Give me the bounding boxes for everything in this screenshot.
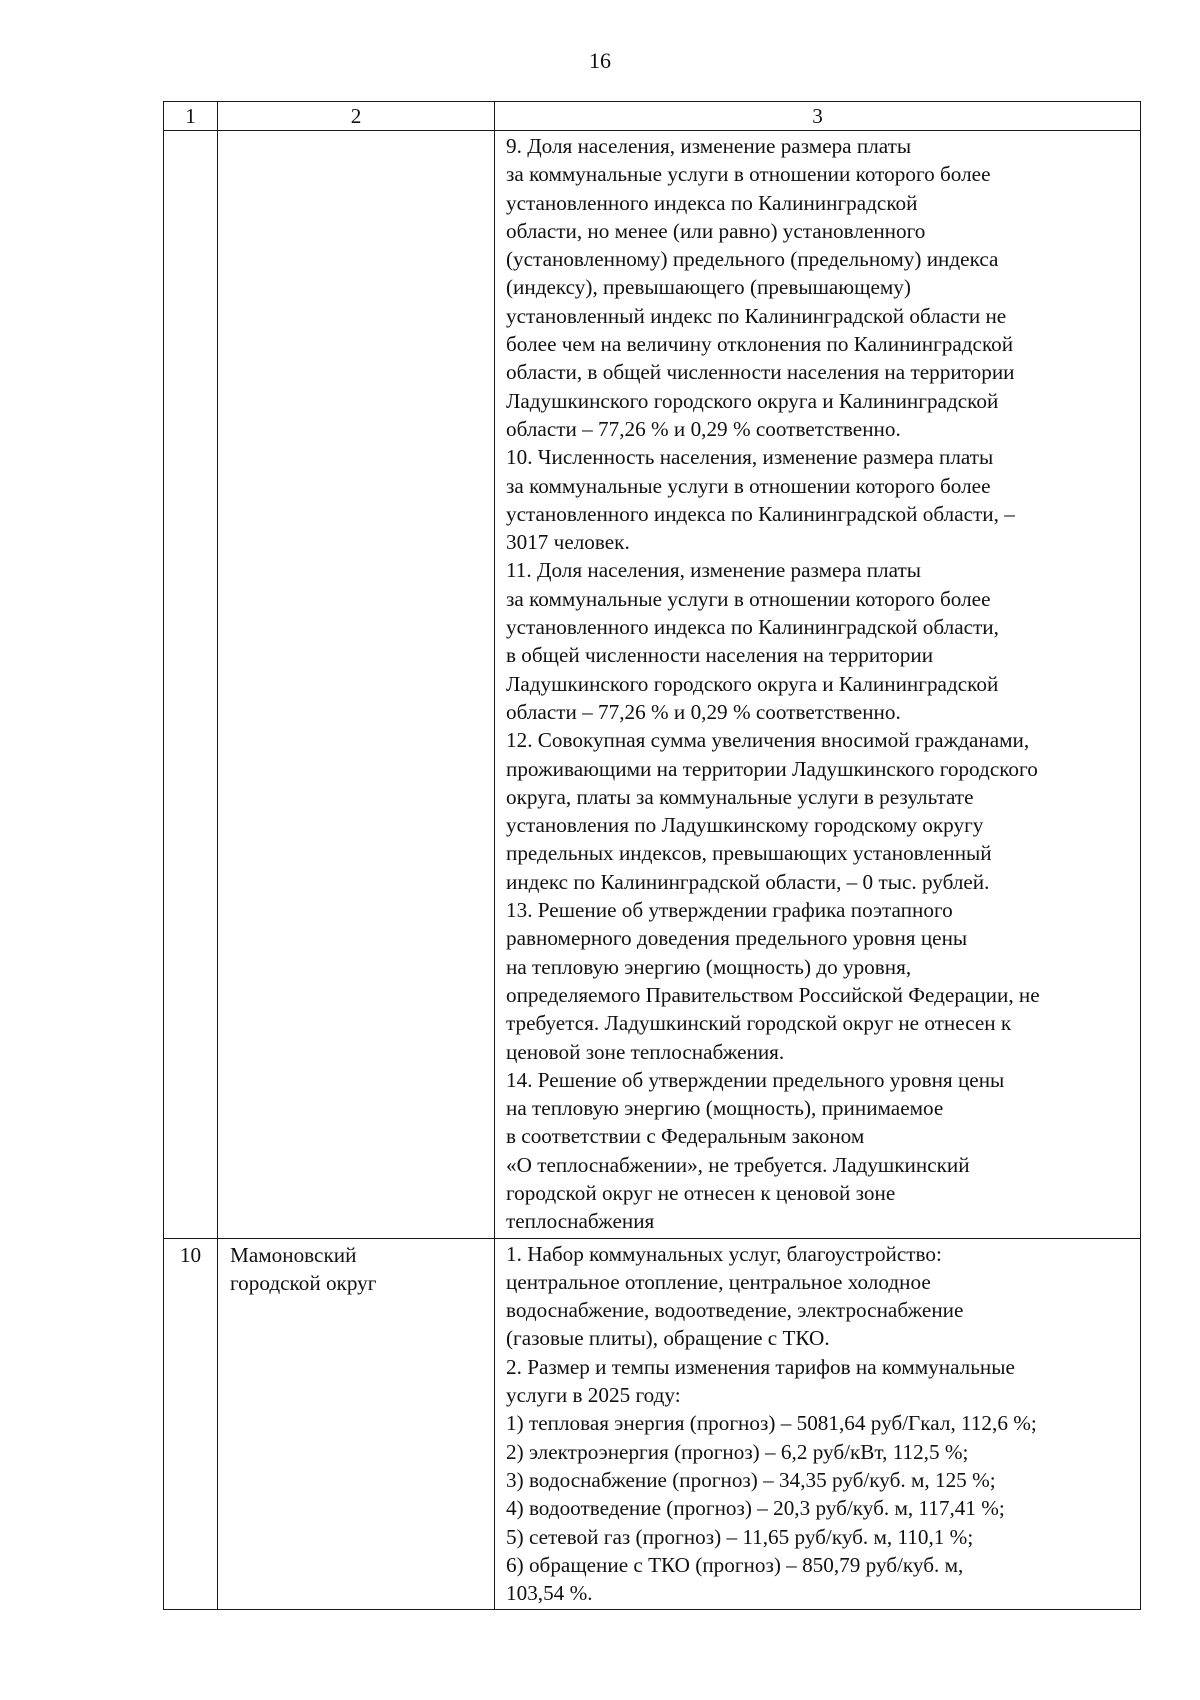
text-line: за коммунальные услуги в отношении которого более [506,586,991,611]
text-line: равномерного доведения предельного уровня цены [506,926,968,951]
text-line: области, в общей численности населения на территории [506,360,1015,385]
text-line: за коммунальные услуги в отношении которого более [506,162,991,187]
text-line: 4) водоотведение (прогноз) – 20,3 руб/куб. м, 117,41 %; [506,1496,1005,1521]
text-line: (установленному) предельного (предельному) индекса [506,247,999,272]
text-line: 103,54 %. [506,1581,593,1606]
text-line: 5) сетевой газ (прогноз) – 11,65 руб/куб. м, 110,1 %; [506,1524,974,1549]
text-line: 2) электроэнергия (прогноз) – 6,2 руб/кВт, 112,5 %; [506,1439,969,1464]
text-line: установленного индекса по Калининградской [506,190,918,215]
text-line: установленного индекса по Калининградской области, – [506,501,1015,526]
text-line: 14. Решение об утверждении предельного уровня цены [506,1067,1005,1092]
text-line: 10. Численность населения, изменение размера платы [506,445,994,470]
text-line: округа, платы за коммунальные услуги в результате [506,784,974,809]
text-line: на тепловую энергию (мощность) до уровня, [506,954,912,979]
page-number: 16 [589,48,611,73]
text-line: услуги в 2025 году: [506,1383,681,1408]
column-header-2: 2 [218,102,495,131]
municipality-cell [218,131,495,1239]
text-line: 1. Набор коммунальных услуг, благоустройство: [506,1241,942,1266]
text-line: 3017 человек. [506,530,630,555]
text-line: определяемого Правительством Российской Федерации, не [506,982,1040,1007]
text-line: городской округ не отнесен к ценовой зоне [506,1180,896,1205]
text-line: теплоснабжения [506,1209,655,1234]
table-header-row [164,102,1141,131]
text-line: в общей численности населения на территории [506,643,934,668]
text-line: области – 77,26 % и 0,29 % соответственно. [506,699,901,724]
text-line: области, но менее (или равно) установленного [506,218,926,243]
text-line: 11. Доля населения, изменение размера платы [506,558,921,583]
text-line: предельных индексов, превышающих установленный [506,841,992,866]
text-line: «О теплоснабжении», не требуется. Ладушкинский [506,1152,970,1177]
document-table [163,101,1141,1610]
text-line: установленного индекса по Калининградской области, [506,615,999,640]
text-line: 13. Решение об утверждении графика поэтапного [506,898,953,923]
table-row [164,131,1141,1239]
text-line: городской округ [230,1270,377,1295]
text-line: Ладушкинского городского округа и Калининградской [506,671,999,696]
column-header-3: 3 [495,102,1141,131]
text-line: области – 77,26 % и 0,29 % соответственно. [506,416,901,441]
row-number-cell: 10 [164,1238,218,1610]
indicators-cell [495,131,1141,1239]
municipality-cell [218,1238,495,1610]
text-line: центральное отопление, центральное холодное [506,1269,931,1294]
text-line: за коммунальные услуги в отношении которого более [506,473,991,498]
text-line: (газовые плиты), обращение с ТКО. [506,1326,830,1351]
text-line: установленный индекс по Калининградской области не [506,303,1007,328]
text-line: Ладушкинского городского округа и Калининградской [506,388,999,413]
text-line: 2. Размер и темпы изменения тарифов на коммунальные [506,1354,1015,1379]
text-line: на тепловую энергию (мощность), принимаемое [506,1096,944,1121]
text-line: 1) тепловая энергия (прогноз) – 5081,64 руб/Гкал, 112,6 %; [506,1411,1037,1436]
text-line: 3) водоснабжение (прогноз) – 34,35 руб/куб. м, 125 %; [506,1467,996,1492]
text-line: в соответствии с Федеральным законом [506,1124,865,1149]
text-line: ценовой зоне теплоснабжения. [506,1039,785,1064]
table-row [164,1238,1141,1610]
text-line: 9. Доля населения, изменение размера платы [506,134,912,158]
text-line: требуется. Ладушкинский городской округ не отнесен к [506,1011,1012,1036]
text-line: Мамоновский [230,1242,357,1267]
text-line: (индексу), превышающего (превышающему) [506,275,911,300]
text-line: 6) обращение с ТКО (прогноз) – 850,79 руб/куб. м, [506,1552,964,1577]
text-line: индекс по Калининградской области, – 0 тыс. рублей. [506,869,990,894]
text-line: водоснабжение, водоотведение, электроснабжение [506,1298,964,1323]
column-header-1: 1 [164,102,218,131]
text-line: более чем на величину отклонения по Калининградской [506,332,1014,357]
row-number-cell [164,131,218,1239]
text-line: 12. Совокупная сумма увеличения вносимой гражданами, [506,728,1030,753]
text-line: установления по Ладушкинскому городскому округу [506,813,984,838]
indicators-cell [495,1238,1141,1610]
text-line: проживающими на территории Ладушкинского городского [506,756,1038,781]
